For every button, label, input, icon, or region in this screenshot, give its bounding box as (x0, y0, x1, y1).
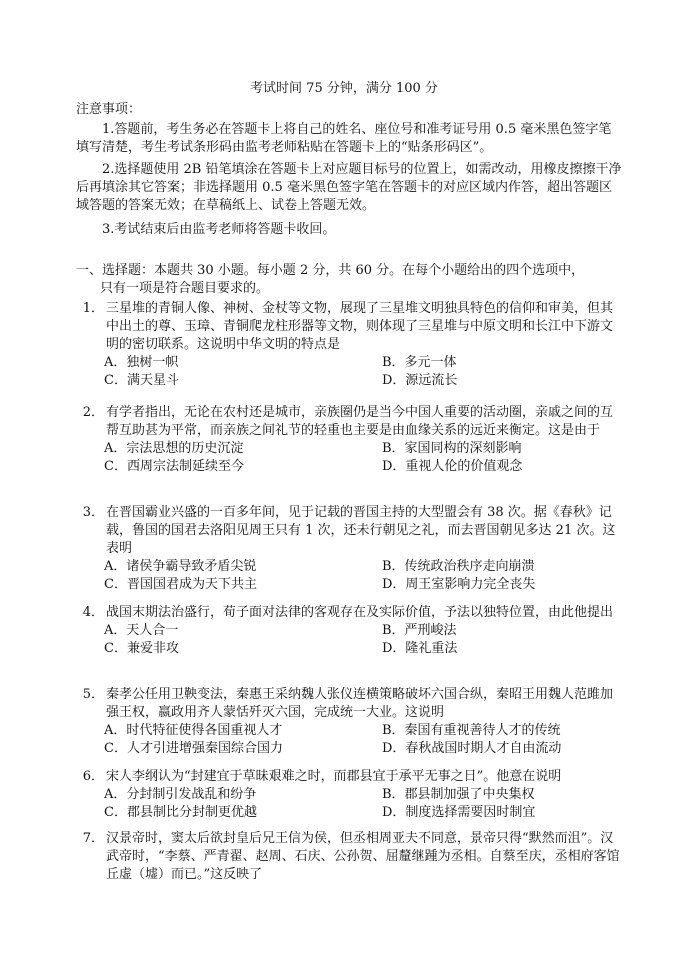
question-stem: 汉景帝时，窦太后欲封皇后兄王信为侯，但丞相周亚夫不同意，景帝只得“默然而沮”。汉武帝时，“李蔡、严青翟、赵周、石庆、公孙贺、屈釐继踵为丞相。自蔡至庆，丞相府客馆丘虚（墟）而已。”这反映了 (106, 831, 620, 882)
question-stem: 秦孝公任用卫鞅变法，秦惠王采纳魏人张仪连横策略破坏六国合纵，秦昭王用魏人范雎加强王权，嬴政用齐人蒙恬歼灭六国，完成统一大业。这说明 (106, 687, 614, 720)
exam-time-score: 考试时间 75 分钟，满分 100 分 (250, 81, 438, 96)
question-number: 1． (82, 301, 104, 316)
question-number: 7． (82, 831, 104, 846)
option-d: D．隆礼重法 (382, 641, 458, 656)
option-a: A．宗法思想的历史沉淀 (104, 441, 244, 456)
question-stem: 三星堆的青铜人像、神树、金杖等文物，展现了三星堆文明独具特色的信仰和审美，但其中出土的尊、玉璋、青铜爬龙柱形器等文物，则体现了三星堆与中原文明和长江中下游文明的密切联系。这说明中华文明的特点是 (106, 301, 614, 352)
option-c: C．兼爱非攻 (104, 641, 179, 656)
question-number: 3． (82, 505, 104, 520)
option-d: D．重视人伦的价值观念 (382, 459, 523, 474)
question-stem: 宋人李纲认为“封建宜于草昧艰难之时，而郡县宜于承平无事之日”。他意在说明 (106, 769, 562, 784)
option-d: D．周王室影响力完全丧失 (382, 577, 536, 592)
section-heading-line: 一、选择题：本题共 30 小题。每小题 2 分，共 60 分。在每个小题给出的四个选项中， (76, 263, 585, 278)
option-b: B．家国同构的深刻影响 (382, 441, 522, 456)
option-a: A．时代特征使得各国重视人才 (104, 723, 283, 738)
option-c: C．西周宗法制延续至今 (104, 459, 244, 474)
note-item: 1.答题前，考生务必在答题卡上将自己的姓名、座位号和准考证号用 0.5 毫米黑色签字笔填写清楚，考生考试条形码由监考老师粘贴在答题卡上的“贴条形码区”。 (76, 122, 612, 155)
question-7 (76, 830, 624, 884)
option-b: B．秦国有重视善待人才的传统 (382, 723, 561, 738)
option-b: B．传统政治秩序走向崩溃 (382, 559, 535, 574)
option-b: B．郡县制加强了中央集权 (382, 787, 535, 802)
question-6 (76, 768, 624, 822)
option-c: C．晋国国君成为天下共主 (104, 577, 257, 592)
option-a: A．分封制引发战乱和纷争 (104, 787, 257, 802)
option-c: C．人才引进增强秦国综合国力 (104, 741, 283, 756)
option-d: D．源远流长 (382, 373, 458, 388)
option-b: B．多元一体 (382, 355, 457, 370)
question-number: 2． (82, 405, 104, 420)
section-heading-line: 只有一项是符合题目要求的。 (100, 281, 270, 296)
question-2 (76, 404, 624, 476)
note-item: 3.考试结束后由监考老师将答题卡收回。 (102, 222, 336, 237)
notes-title: 注意事项： (76, 102, 142, 117)
question-1 (76, 300, 624, 390)
option-a: A．诸侯争霸导致矛盾尖锐 (104, 559, 257, 574)
option-a: A．独树一帜 (104, 355, 179, 370)
question-3 (76, 504, 624, 594)
question-number: 4． (82, 605, 104, 620)
note-item: 2.选择题使用 2B 铅笔填涂在答题卡上对应题目标号的位置上，如需改动，用橡皮擦擦干净后再填涂其它答案；非选择题用 0.5 毫米黑色签字笔在答题卡的对应区域内作答，超出答题区域答题的答案无效；在草稿纸上、试卷上答题无效。 (76, 162, 622, 213)
option-c: C．满天星斗 (104, 373, 179, 388)
question-number: 6． (82, 769, 104, 784)
question-stem: 战国末期法治盛行，荀子面对法律的客观存在及实际价值，予法以独特位置，由此他提出 (106, 605, 614, 620)
option-d: D．春秋战国时期人才自由流动 (382, 741, 562, 756)
question-stem: 在晋国霸业兴盛的一百多年间，见于记载的晋国主持的大型盟会有 38 次。据《春秋》记载，鲁国的国君去洛阳见周王只有 1 次，还未行朝见之礼，而去晋国朝见多达 21 次。这表明 (106, 505, 616, 556)
question-4 (76, 604, 624, 658)
section-heading (76, 262, 622, 298)
question-5 (76, 686, 624, 758)
option-c: C．郡县制比分封制更优越 (104, 805, 257, 820)
option-a: A．天人合一 (104, 623, 179, 638)
question-stem: 有学者指出，无论在农村还是城市，亲族圈仍是当今中国人重要的活动圈，亲戚之间的互帮互助甚为平常，而亲族之间礼节的轻重也主要是由血缘关系的远近来衡定。这是由于 (106, 405, 614, 438)
option-d: D．制度选择需要因时制宜 (382, 805, 536, 820)
question-number: 5． (82, 687, 104, 702)
option-b: B．严刑峻法 (382, 623, 457, 638)
